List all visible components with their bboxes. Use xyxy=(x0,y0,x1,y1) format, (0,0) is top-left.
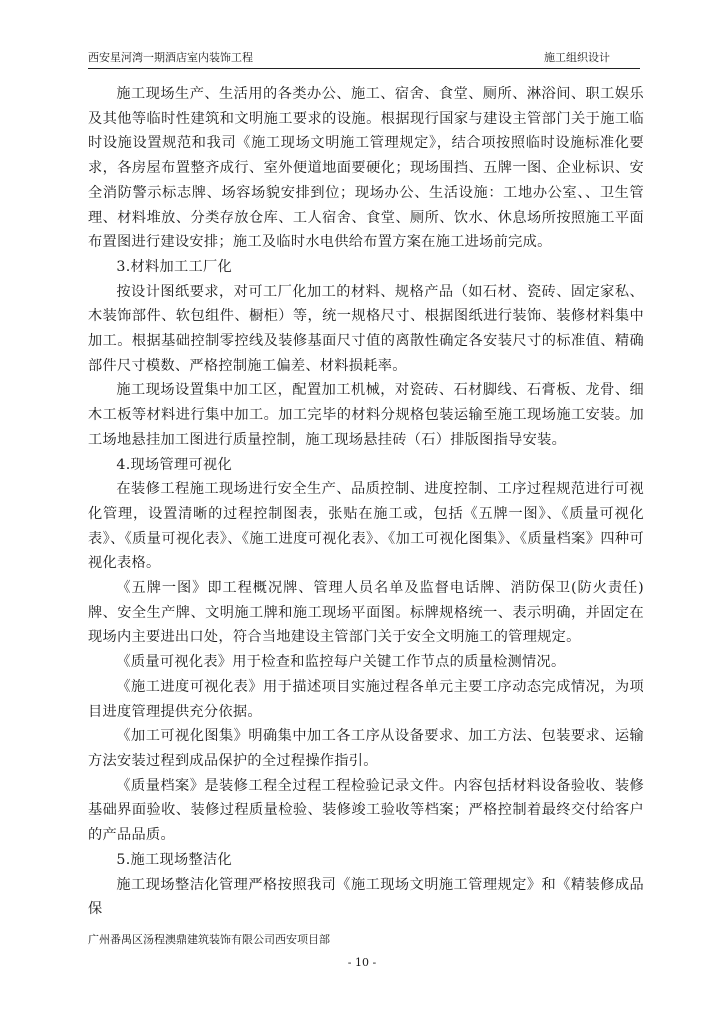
paragraph-quality-archive: 《质量档案》是装修工程全过程工程检验记录文件。内容包括材料设备验收、装修基础界面验收、装修过程质量检验、装修竣工验收等档案；严格控制着最终交付给客户的产品品质。 xyxy=(88,777,644,844)
header-document-type: 施工组织设计 xyxy=(544,51,610,64)
paragraph-five-boards: 《五牌一图》即工程概况牌、管理人员名单及监督电话牌、消防保卫(防火责任)牌、安全生产牌、文明施工牌和施工现场平面图。标牌规格统一、表示明确，并固定在现场内主要进出口处，符合当地建设主管部门关于安全文明施工的管理规定。 xyxy=(88,580,644,646)
paragraph-processing-atlas: 《加工可视化图集》明确集中加工各工序从设备要求、加工方法、包装要求、运输方法安装过程到成品保护的全过程操作指引。 xyxy=(88,728,644,769)
section-heading-4: 4.现场管理可视化 xyxy=(116,456,232,473)
page-number: - 10 - xyxy=(347,956,377,969)
document-body xyxy=(88,82,644,922)
paragraph-quality-table: 《质量可视化表》用于检查和监控每户关键工作节点的质量检测情况。 xyxy=(116,654,566,671)
paragraph-site-cleanliness: 施工现场整洁化管理严格按照我司《施工现场文明施工管理规定》和《精装修成品保 xyxy=(88,876,644,918)
page-footer: 广州番禺区汤程澳鼎建筑装饰有限公司西安项目部 xyxy=(88,933,330,946)
paragraph-temporary-facilities: 施工现场生产、生活用的各类办公、施工、宿舍、食堂、厕所、淋浴间、职工娱乐及其他等临时性建筑和文明施工要求的设施。根据现行国家与建设主管部门关于施工临时设施设置规范和我司《施工现场文明施工管理规定》，结合项按照临时设施标准化要求，各房屋布置整齐成行、室外便道地面要硬化；现场围挡、五牌一图、企业标识、安全消防警示标志牌、场容场貌安排到位；现场办公、生活设施：工地办公室、、卫生管理、材料堆放、分类存放仓库、工人宿舍、食堂、厕所、饮水、休息场所按照施工平面布置图进行建设安排；施工及临时水电供给布置方案在施工进场前完成。 xyxy=(88,86,644,251)
paragraph-factory-processing: 按设计图纸要求，对可工厂化加工的材料、规格产品（如石材、瓷砖、固定家私、木装饰部件、软包组件、橱柜）等，统一规格尺寸、根据图纸进行装饰、装修材料集中加工。根据基础控制零控线及装修基面尺寸值的离散性确定各安装尺寸的标准值、精确部件尺寸模数、严格控制施工偏差、材料损耗率。 xyxy=(88,283,644,374)
paragraph-progress-table: 《施工进度可视化表》用于描述项目实施过程各单元主要工序动态完成情况，为项目进度管理提供充分依据。 xyxy=(88,678,644,720)
header-project-title: 西安星河湾一期酒店室内装饰工程 xyxy=(88,51,253,64)
section-heading-5: 5.施工现场整洁化 xyxy=(116,851,232,868)
page-header xyxy=(88,48,640,69)
paragraph-visual-management: 在装修工程施工现场进行安全生产、品质控制、进度控制、工序过程规范进行可视化管理，设置清晰的过程控制图表，张贴在施工或，包括《五牌一图》、《质量可视化表》、《质量可视化表》、《施工进度可视化表》、《加工可视化图集》、《质量档案》四种可视化表格。 xyxy=(88,481,644,572)
section-heading-3: 3.材料加工工厂化 xyxy=(116,258,232,275)
paragraph-processing-area: 施工现场设置集中加工区，配置加工机械，对瓷砖、石材脚线、石膏板、龙骨、细木工板等材料进行集中加工。加工完毕的材料分规格包装运输至施工现场施工安装。加工场地悬挂加工图进行质量控制，施工现场悬挂砖（石）排版图指导安装。 xyxy=(88,382,644,448)
